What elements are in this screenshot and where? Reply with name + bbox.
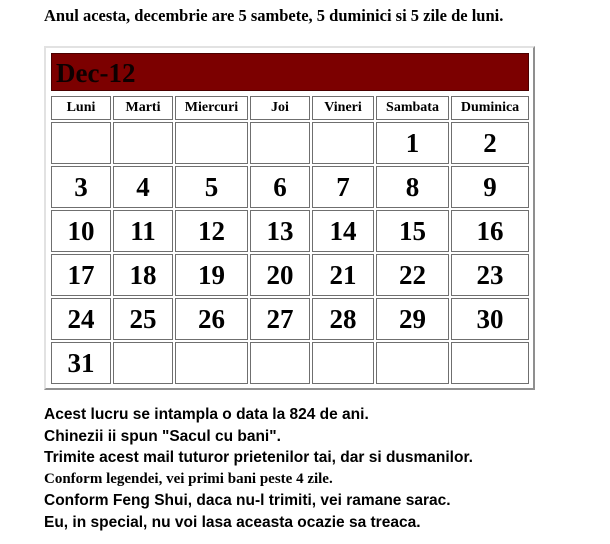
date-cell: 27 [250, 298, 310, 340]
month-title: Dec-12 [56, 58, 136, 88]
date-cell [250, 122, 310, 164]
date-cell: 21 [312, 254, 374, 296]
date-cell: 1 [376, 122, 449, 164]
message-line: Eu, in special, nu voi lasa aceasta ocazie sa treaca. [44, 513, 421, 531]
calendar-table [44, 46, 535, 390]
date-cell: 24 [51, 298, 111, 340]
date-cell: 26 [175, 298, 248, 340]
weekday-header-joi: Joi [250, 96, 310, 120]
date-cell [175, 342, 248, 384]
date-cell [113, 122, 173, 164]
weekday-header-vineri: Vineri [312, 96, 374, 120]
date-cell: 7 [312, 166, 374, 208]
date-cell: 4 [113, 166, 173, 208]
date-cell: 28 [312, 298, 374, 340]
date-cell: 11 [113, 210, 173, 252]
date-cell: 2 [451, 122, 529, 164]
message-line: Conform Feng Shui, daca nu-l trimiti, vei ramane sarac. [44, 492, 451, 509]
date-cell: 31 [51, 342, 111, 384]
date-cell [312, 342, 374, 384]
date-cell: 17 [51, 254, 111, 296]
message-line: Trimite acest mail tuturor prietenilor tai, dar si dusmanilor. [44, 449, 473, 466]
date-cell [113, 342, 173, 384]
weekday-header-luni: Luni [51, 96, 111, 120]
date-cell [451, 342, 529, 384]
month-header [51, 53, 529, 91]
date-cell: 19 [175, 254, 248, 296]
date-cell: 29 [376, 298, 449, 340]
date-cell: 25 [113, 298, 173, 340]
date-cell: 22 [376, 254, 449, 296]
date-cell: 10 [51, 210, 111, 252]
date-cell: 23 [451, 254, 529, 296]
date-cell: 6 [250, 166, 310, 208]
message-line: Chinezii ii spun "Sacul cu bani". [44, 427, 281, 445]
date-cell [175, 122, 248, 164]
date-cell: 18 [113, 254, 173, 296]
weekday-header-miercuri: Miercuri [175, 96, 248, 120]
weekday-header-duminica: Duminica [451, 96, 529, 120]
date-cell: 30 [451, 298, 529, 340]
headline-text: Anul acesta, decembrie are 5 sambete, 5 duminici si 5 zile de luni. [44, 6, 504, 25]
weekday-header-sambata: Sambata [376, 96, 449, 120]
message-line: Conform legendei, vei primi bani peste 4 zile. [44, 470, 333, 487]
date-cell: 16 [451, 210, 529, 252]
date-cell [312, 122, 374, 164]
date-cell: 8 [376, 166, 449, 208]
date-cell [51, 122, 111, 164]
date-cell [376, 342, 449, 384]
date-cell: 20 [250, 254, 310, 296]
message-body [44, 404, 473, 533]
date-cell [250, 342, 310, 384]
weekday-header-marti: Marti [113, 96, 173, 120]
date-cell: 3 [51, 166, 111, 208]
date-cell: 9 [451, 166, 529, 208]
date-cell: 12 [175, 210, 248, 252]
date-cell: 5 [175, 166, 248, 208]
message-line: Acest lucru se intampla o data la 824 de ani. [44, 406, 369, 423]
date-cell: 15 [376, 210, 449, 252]
date-cell: 13 [250, 210, 310, 252]
date-cell: 14 [312, 210, 374, 252]
